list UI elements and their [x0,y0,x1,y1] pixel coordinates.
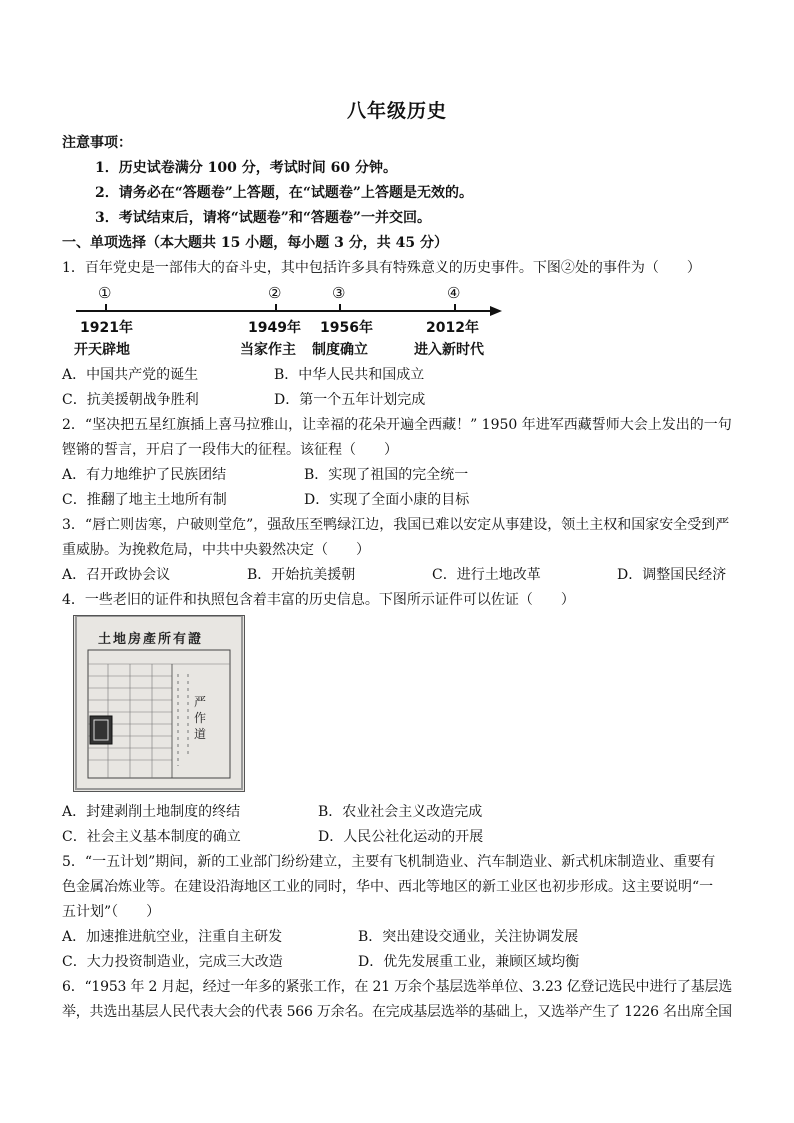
timeline-marker-4: ④ [447,284,461,302]
q4-option-a: A．封建剥削土地制度的终结 [62,804,241,820]
note-item-1: 1．历史试卷满分 100 分，考试时间 60 分钟。 [95,160,397,176]
question-2-stem-line1: 2．“坚决把五星红旗插上喜马拉雅山，让幸福的花朵开遍全西藏！” 1950 年进军西藏誓师大会上发出的一句 [62,417,732,433]
timeline-event-3: 制度确立 [312,342,368,358]
timeline-marker-1: ① [98,284,112,302]
timeline-event-1: 开天辟地 [74,342,130,358]
timeline-year-3: 1956年 [320,320,373,336]
q1-option-b: B．中华人民共和国成立 [274,367,425,383]
question-5-stem-line2: 色金属冶炼业等。在建设沿海地区工业的同时，华中、西北等地区的新工业区也初步形成。这主要说明“一 [62,879,714,895]
question-4-stem: 4．一些老旧的证件和执照包含着丰富的历史信息。下图所示证件可以佐证（ ） [62,592,575,608]
timeline-marker-3: ③ [332,284,346,302]
notes-heading: 注意事项： [62,135,132,151]
note-item-3: 3．考试结束后，请将“试题卷”和“答题卷”一并交回。 [95,210,431,226]
question-6-stem-line2: 举，共选出基层人民代表大会的代表 566 万余名。在完成基层选举的基础上，又选举产生了 1226 名出席全国 [62,1004,732,1020]
q5-option-b: B．突出建设交通业，关注协调发展 [358,929,579,945]
land-certificate-image [73,615,245,792]
q3-option-c: C．进行土地改革 [432,567,541,583]
q2-option-a: A．有力地维护了民族团结 [62,467,227,483]
q5-option-c: C．大力投资制造业，完成三大改造 [62,954,283,970]
timeline [62,284,522,359]
question-2-stem-line2: 铿锵的誓言，开启了一段伟大的征程。该征程（ ） [62,442,398,458]
q3-option-d: D．调整国民经济 [617,567,727,583]
question-3-stem-line1: 3．“唇亡则齿寒，户破则堂危”，强敌压至鸭绿江边，我国已难以安定从事建设，领土主权和国家安全受到严 [62,517,730,533]
question-3-stem-line2: 重威胁。为挽救危局，中共中央毅然决定（ ） [62,542,370,558]
q4-option-c: C．社会主义基本制度的确立 [62,829,241,845]
q4-option-d: D．人民公社化运动的开展 [318,829,484,845]
question-5-stem-line3: 五计划”（ ） [62,904,161,920]
certificate-signature: 严作道 [194,695,207,741]
timeline-year-1: 1921年 [80,320,133,336]
certificate-title: 土地房產所有證 [98,632,204,647]
q2-option-b: B．实现了祖国的完全统一 [304,467,469,483]
q5-option-a: A．加速推进航空业，注重自主研发 [62,929,283,945]
q2-option-d: D．实现了全面小康的目标 [304,492,470,508]
timeline-event-2: 当家作主 [240,342,296,358]
q5-option-d: D．优先发展重工业，兼顾区域均衡 [358,954,580,970]
q4-option-b: B．农业社会主义改造完成 [318,804,483,820]
page-title: 八年级历史 [346,100,447,122]
q3-option-a: A．召开政协会议 [62,567,171,583]
q1-option-a: A．中国共产党的诞生 [62,367,199,383]
timeline-year-4: 2012年 [426,320,479,336]
question-1-stem: 1．百年党史是一部伟大的奋斗史，其中包括许多具有特殊意义的历史事件。下图②处的事件为（ ） [62,260,701,276]
timeline-marker-2: ② [268,284,282,302]
q1-option-d: D．第一个五年计划完成 [274,392,426,408]
timeline-year-2: 1949年 [248,320,301,336]
q3-option-b: B．开始抗美援朝 [247,567,356,583]
timeline-event-4: 进入新时代 [414,342,484,358]
note-item-2: 2．请务必在“答题卷”上答题，在“试题卷”上答题是无效的。 [95,185,473,201]
q1-option-c: C．抗美援朝战争胜利 [62,392,199,408]
question-6-stem-line1: 6．“1953 年 2 月起，经过一年多的紧张工作，在 21 万余个基层选举单位、3.23 亿登记选民中进行了基层选 [62,979,733,995]
certificate-body [74,616,244,791]
section-heading: 一、单项选择（本大题共 15 小题，每小题 3 分，共 45 分） [62,235,448,251]
question-5-stem-line1: 5．“一五计划”期间，新的工业部门纷纷建立，主要有飞机制造业、汽车制造业、新式机床制造业、重要有 [62,854,716,870]
q2-option-c: C．推翻了地主土地所有制 [62,492,227,508]
